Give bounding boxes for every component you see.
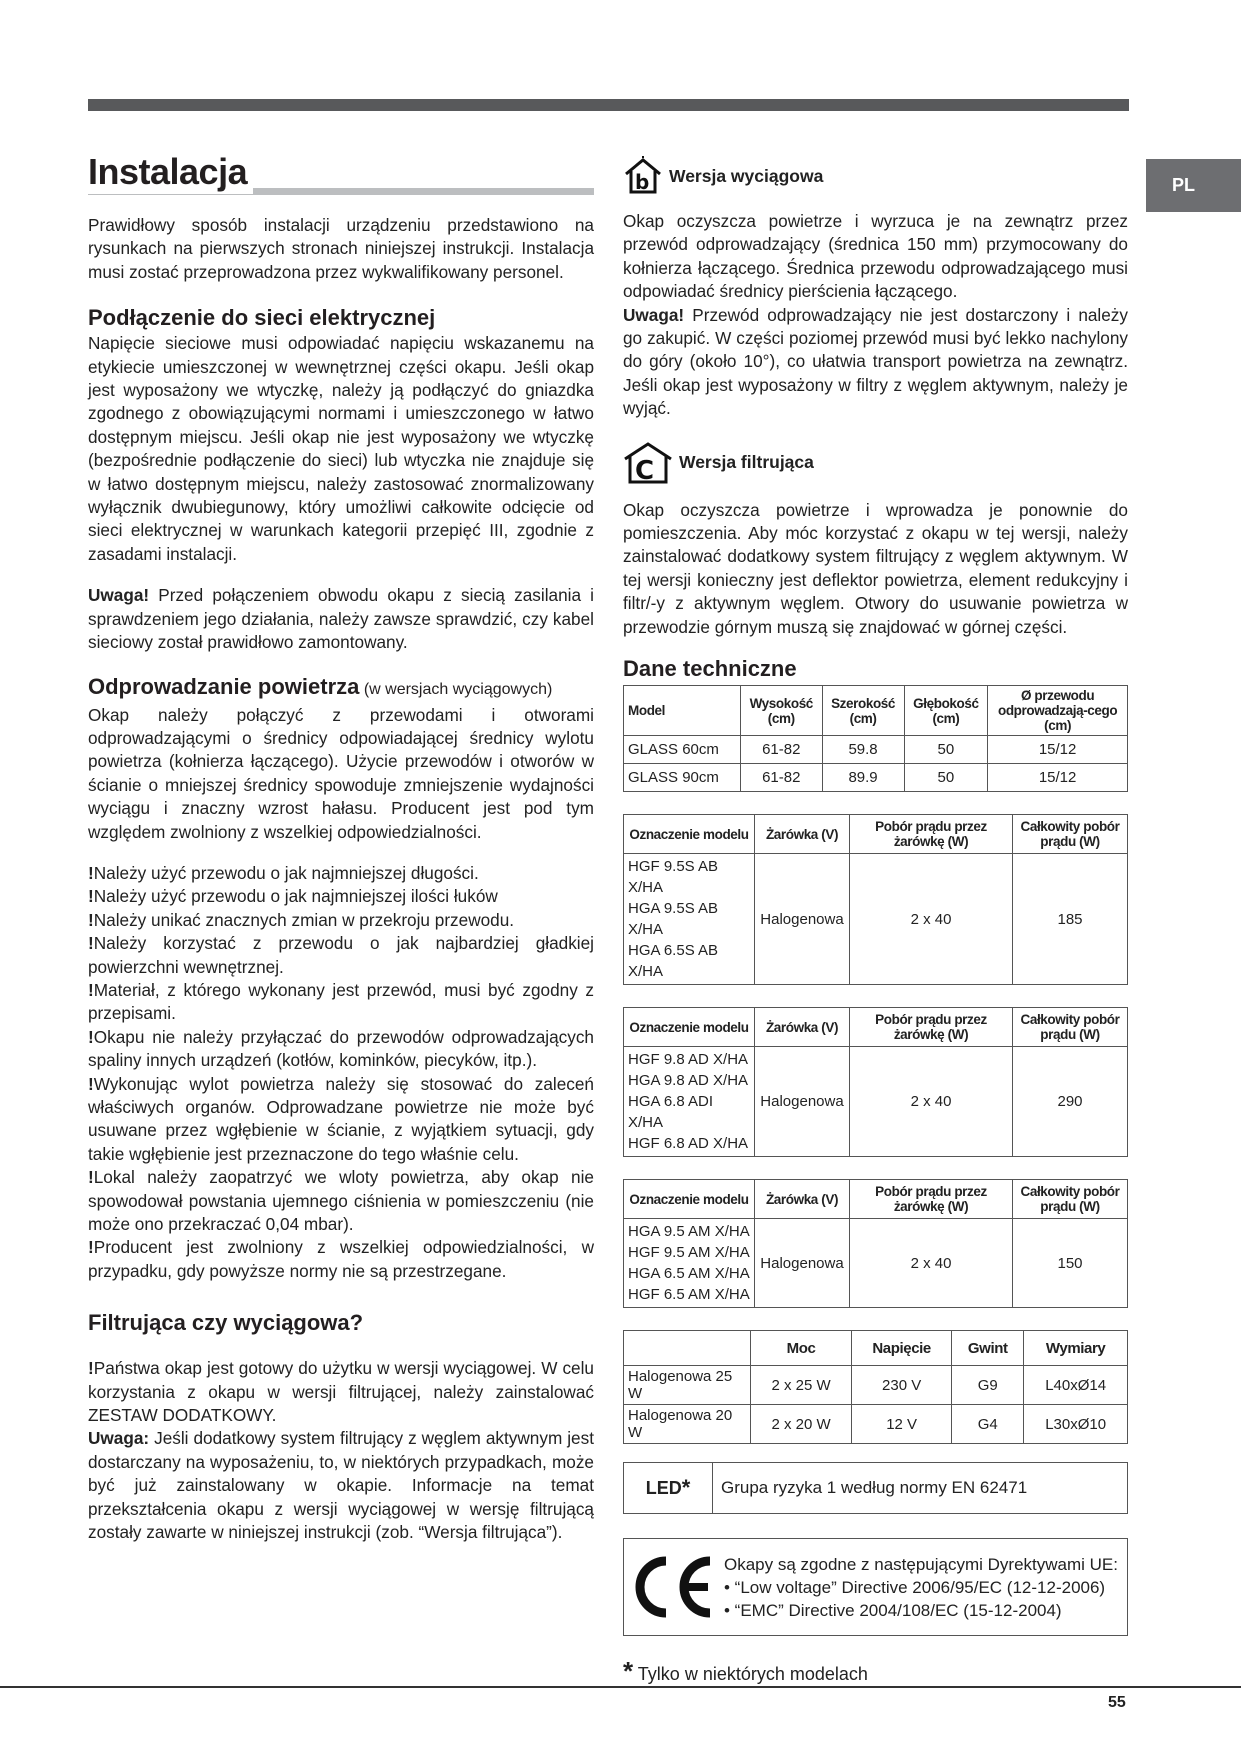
model-code: HGA 6.5 AM X/HA [628, 1265, 750, 1283]
column-header: Głębokość (cm) [904, 686, 988, 736]
column-header: Napięcie [852, 1331, 952, 1366]
table-cell: L40xØ14 [1024, 1366, 1128, 1405]
table-cell: 2 x 20 W [751, 1405, 852, 1444]
model-list [624, 1219, 755, 1308]
column-header: Moc [751, 1331, 852, 1366]
table-row [624, 764, 1128, 792]
extraction-warning [623, 304, 1128, 421]
warning-label: Uwaga: [88, 1428, 150, 1449]
footnote-text: Tylko w niektórych modelach [633, 1664, 868, 1685]
total-power: 290 [1013, 1047, 1128, 1157]
extraction-text: Okap oczyszcza powietrze i wyrzuca je na zewnątrz przez przewód odprowadzający (średnica 150 mm) przymocowany do kołnierza łączącego. Średnica przewodu odprowadzającego musi odpowiadać średnicy pierścienia łączącego. [623, 211, 1128, 302]
asterisk: * [623, 1656, 634, 1687]
bulb-power: 2 x 40 [850, 854, 1013, 985]
exclamation-mark: ! [88, 1073, 94, 1094]
model-code: HGA 6.8 ADI X/HA [628, 1093, 714, 1132]
house-filter-icon [623, 441, 673, 485]
table-cell: Halogenowa 20 W [624, 1405, 751, 1444]
ce-directives [724, 1553, 1118, 1622]
table-cell: GLASS 90cm [624, 764, 741, 792]
intro-text: Prawidłowy sposób instalacji urządzeniu przedstawiono na rysunkach na pierwszych stronach niniejszej instrukcji. Instalacja musi zostać przeprowadzona przez wykwalifikowany personel. [88, 215, 594, 282]
bulb-power: 2 x 40 [850, 1047, 1013, 1157]
section-exhaust-title: Odprowadzanie powietrza (w wersjach wyciągowych) [88, 673, 553, 699]
warning-text: Przewód odprowadzający nie jest dostarczony i należy go zakupić. W części poziomej przewód musi być lekko nachylony do góry (około 10°), co ułatwia transport powietrza na zewnątrz. Jeśli okap jest wyposażony w filtry z węglem aktywnym, należy je wyjąć. [623, 304, 1128, 419]
rule-item [88, 932, 594, 979]
total-power: 150 [1013, 1219, 1128, 1308]
top-bar [88, 99, 1129, 111]
directive-line: Okapy są zgodne z następującymi Dyrektywami UE: [724, 1554, 1118, 1574]
led-risk-text: Grupa ryzyka 1 według normy EN 62471 [721, 1478, 1028, 1498]
total-power: 185 [1013, 854, 1128, 985]
table-row [624, 854, 1128, 985]
column-header: Wysokość (cm) [741, 686, 823, 736]
led-risk-box [623, 1462, 1128, 1514]
filter-warning [88, 1427, 594, 1544]
table-cell: 50 [904, 736, 988, 764]
column-header: Całkowity pobór prądu (W) [1013, 815, 1128, 854]
bulb-type: Halogenowa [755, 854, 850, 985]
left-column [88, 150, 594, 1545]
bulb-type: Halogenowa [755, 1219, 850, 1308]
table-cell: 15/12 [988, 736, 1128, 764]
bulb-specs-table [623, 1330, 1128, 1444]
right-column [623, 150, 1128, 1687]
rule-text: Należy użyć przewodu o jak najmniejszej długości. [93, 862, 479, 883]
rule-item [88, 979, 594, 1026]
tech-data-title: Dane techniczne [623, 656, 797, 682]
table-cell: 12 V [852, 1405, 952, 1444]
column-header: Pobór prądu przez żarówkę (W) [850, 815, 1013, 854]
table-row [624, 1047, 1128, 1157]
section-filter-text: !Państwa okap jest gotowy do użytku w wersji wyciągowej. W celu korzystania z okapu w wersji filtrującej, należy zainstalować ZESTAW DODATKOWY. [88, 1358, 594, 1426]
column-header: Żarówka (V) [755, 815, 850, 854]
led-label: LED * [624, 1463, 713, 1513]
section-exhaust-subtitle: (w wersjach wyciągowych) [359, 680, 553, 698]
rule-text: Okapu nie należy przyłączać do przewodów odprowadzających spaliny innych urządzeń (kotłów, kominków, piecyków, itp.). [88, 1026, 594, 1071]
asterisk: * [681, 1475, 691, 1501]
dimensions-table [623, 685, 1128, 792]
column-header: Pobór prądu przez żarówkę (W) [850, 1008, 1013, 1047]
bulb-type: Halogenowa [755, 1047, 850, 1157]
table-cell: GLASS 60cm [624, 736, 741, 764]
model-code: HGA 9.5S AB X/HA [628, 900, 719, 939]
warning-label: Uwaga! [88, 585, 150, 606]
warning-text: Jeśli dodatkowy system filtrujący z węglem aktywnym jest dostarczany na wyposażeniu, to, w niektórych przypadkach, może być już zainstalowany w okapie. Informacje na temat przekształcenia okapu z wersji wyciągowej w wersję filtrującą zostały zawarte w niniejszej instrukcji (zob. “Wersja filtrująca”). [88, 1428, 594, 1543]
exhaust-rules-list [88, 862, 594, 1283]
lamp-table [623, 1007, 1128, 1157]
table-row [624, 1405, 1128, 1444]
filter-version-title: Wersja filtrująca [679, 452, 814, 473]
language-tab: PL [1146, 159, 1241, 212]
model-code: HGF 9.8 AD X/HA [628, 1051, 749, 1069]
electrical-warning [88, 584, 594, 654]
column-header: Oznaczenie modelu [624, 1008, 755, 1047]
table-cell: 89.9 [822, 764, 904, 792]
rule-item [88, 1026, 594, 1073]
table-cell: Halogenowa 25 W [624, 1366, 751, 1405]
column-header: Żarówka (V) [755, 1180, 850, 1219]
column-header [624, 1331, 751, 1366]
model-code: HGF 9.5 AM X/HA [628, 1244, 750, 1262]
title-block [88, 150, 594, 200]
column-header: Szerokość (cm) [822, 686, 904, 736]
directive-line: • “EMC” Directive 2004/108/EC (15-12-2004) [724, 1600, 1062, 1620]
model-code: HGA 6.5S AB X/HA [628, 942, 719, 981]
rule-item [88, 1166, 594, 1236]
table-cell: 50 [904, 764, 988, 792]
exclamation-mark: ! [88, 886, 94, 907]
lamp-table [623, 814, 1128, 985]
footnote [623, 1656, 1128, 1687]
bottom-rule [0, 1686, 1241, 1688]
exclamation-mark: ! [88, 909, 94, 930]
lamp-table [623, 1179, 1128, 1308]
column-header: Pobór prądu przez żarówkę (W) [850, 1180, 1013, 1219]
rule-item [88, 1236, 594, 1283]
exclamation-mark: ! [88, 1358, 94, 1379]
filter-text: Okap oczyszcza powietrze i wprowadza je ponownie do pomieszczenia. Aby móc korzystać z okapu w tej wersji, należy zainstalować dodatkowy system filtrujący z węglem aktywnym. W tej wersji konieczny jest deflektor powietrza, element redukcyjny i filtr/-y z aktywnym węglem. Otwory do usuwanie powietrza w przewodzie górnym muszą się znajdować w górnej części. [623, 499, 1128, 637]
rule-item [88, 885, 594, 908]
ce-conformity-box [623, 1538, 1128, 1636]
section-electrical-text: Napięcie sieciowe musi odpowiadać napięciu wskazanemu na etykiecie umieszczonej w wewnętrznej części okapu. Jeśli okap jest wyposażony we wtyczkę, należy ją podłączyć do gniazdka zgodnego z obowiązującymi normami i umieszczonego w łatwo dostępnym miejscu. Jeśli okap nie jest wyposażony we wtyczkę (bezpośrednie podłączenie do sieci) lub wtyczka nie znajduje się w łatwo dostępnym miejscu, należy zastosować znormalizowany wyłącznik dwubiegunowy, który umożliwi całkowite odcięcie od sieci elektrycznej w warunkach kategorii przepięć III, zgodnie z zasadami instalacji. [88, 333, 594, 564]
table-row [624, 1366, 1128, 1405]
page-title: Instalacja [88, 150, 253, 194]
column-header: Oznaczenie modelu [624, 815, 755, 854]
exclamation-mark: ! [88, 862, 94, 883]
rule-item [88, 909, 594, 932]
column-header: Model [624, 686, 741, 736]
column-header: Całkowity pobór prądu (W) [1013, 1180, 1128, 1219]
column-header: Oznaczenie modelu [624, 1180, 755, 1219]
table-cell: 15/12 [988, 764, 1128, 792]
table-cell: 59.8 [822, 736, 904, 764]
column-header: Wymiary [1024, 1331, 1128, 1366]
rule-text: Materiał, z którego wykonany jest przewód, musi być zgodny z przepisami. [88, 979, 594, 1024]
exclamation-mark: ! [88, 1167, 94, 1188]
table-cell: 61-82 [741, 736, 823, 764]
rule-text: Wykonując wylot powietrza należy się stosować do zaleceń właściwych organów. Odprowadzane powietrze nie może być usuwane przez wgłębienie w ścianie, z wyjątkiem sytuacji, gdy takie wgłębienie jest przeznaczone do tego właśnie celu. [88, 1073, 594, 1164]
page-number: 55 [1108, 1694, 1126, 1711]
exclamation-mark: ! [88, 1237, 94, 1258]
exclamation-mark: ! [88, 979, 94, 1000]
column-header: Ø przewodu odprowadzają-cego (cm) [988, 686, 1128, 736]
model-code: HGA 9.8 AD X/HA [628, 1072, 749, 1090]
model-list [624, 854, 755, 985]
column-header: Żarówka (V) [755, 1008, 850, 1047]
warning-text: Przed połączeniem obwodu okapu z siecią zasilania i sprawdzeniem jego działania, należy zawsze sprawdzić, czy kabel sieciowy został prawidłowo zamontowany. [88, 585, 594, 653]
table-cell: 230 V [852, 1366, 952, 1405]
filter-version-heading [623, 441, 1128, 485]
table-cell: G4 [952, 1405, 1024, 1444]
model-code: HGA 9.5 AM X/HA [628, 1223, 750, 1241]
svg-text:C: C [635, 455, 655, 485]
rule-item [88, 1073, 594, 1167]
model-list [624, 1047, 755, 1157]
table-row [624, 736, 1128, 764]
column-header: Gwint [952, 1331, 1024, 1366]
model-code: HGF 6.8 AD X/HA [628, 1135, 749, 1153]
svg-text:b: b [635, 170, 650, 194]
section-electrical-title: Podłączenie do sieci elektrycznej [88, 305, 436, 331]
exclamation-mark: ! [88, 933, 94, 954]
rule-text: Należy użyć przewodu o jak najmniejszej ilości łuków [93, 886, 498, 907]
table-cell: 2 x 25 W [751, 1366, 852, 1405]
rule-text: Należy korzystać z przewodu o jak najbardziej gładkiej powierzchni wewnętrznej. [88, 933, 594, 977]
section-filter-title: Filtrująca czy wyciągowa? [88, 1310, 364, 1336]
warning-label: Uwaga! [623, 304, 685, 325]
exclamation-mark: ! [88, 1026, 94, 1047]
model-code: HGF 6.5 AM X/HA [628, 1286, 750, 1304]
extraction-version-heading [623, 156, 1128, 196]
section-exhaust-text: Okap należy połączyć z przewodami i otworami odprowadzającymi o średnicy odpowiadającej średnicy wylotu powietrza (kołnierza łączącego). Użycie przewodów i otworów w ścianie o mniejszej średnicy spowoduje zmniejszenie wydajności wyciągu i znaczny wzrost hałasu. Producent jest pod tym względem zwolniony z wszelkiej odpowiedzialności. [88, 704, 594, 842]
rule-text: Należy unikać znacznych zmian w przekroju przewodu. [93, 909, 515, 930]
table-cell: 61-82 [741, 764, 823, 792]
column-header: Całkowity pobór prądu (W) [1013, 1008, 1128, 1047]
table-row [624, 1219, 1128, 1308]
directive-line: • “Low voltage” Directive 2006/95/EC (12-12-2006) [724, 1577, 1106, 1597]
bulb-power: 2 x 40 [850, 1219, 1013, 1308]
rule-text: Producent jest zwolniony z wszelkiej odpowiedzialności, w przypadku, gdy powyższe normy nie są przestrzegane. [88, 1237, 594, 1281]
rule-item [88, 862, 594, 885]
rule-text: Lokal należy zaopatrzyć we wloty powietrza, aby okap nie spowodował powstania ujemnego ciśnienia w pomieszczeniu (nie może ono przekraczać 0,04 mbar). [88, 1167, 594, 1235]
table-cell: L30xØ10 [1024, 1405, 1128, 1444]
ce-mark-icon [624, 1555, 724, 1619]
table-cell: G9 [952, 1366, 1024, 1405]
model-code: HGF 9.5S AB X/HA [628, 858, 719, 897]
house-extraction-icon [623, 156, 663, 196]
extraction-version-title: Wersja wyciągowa [669, 165, 824, 186]
